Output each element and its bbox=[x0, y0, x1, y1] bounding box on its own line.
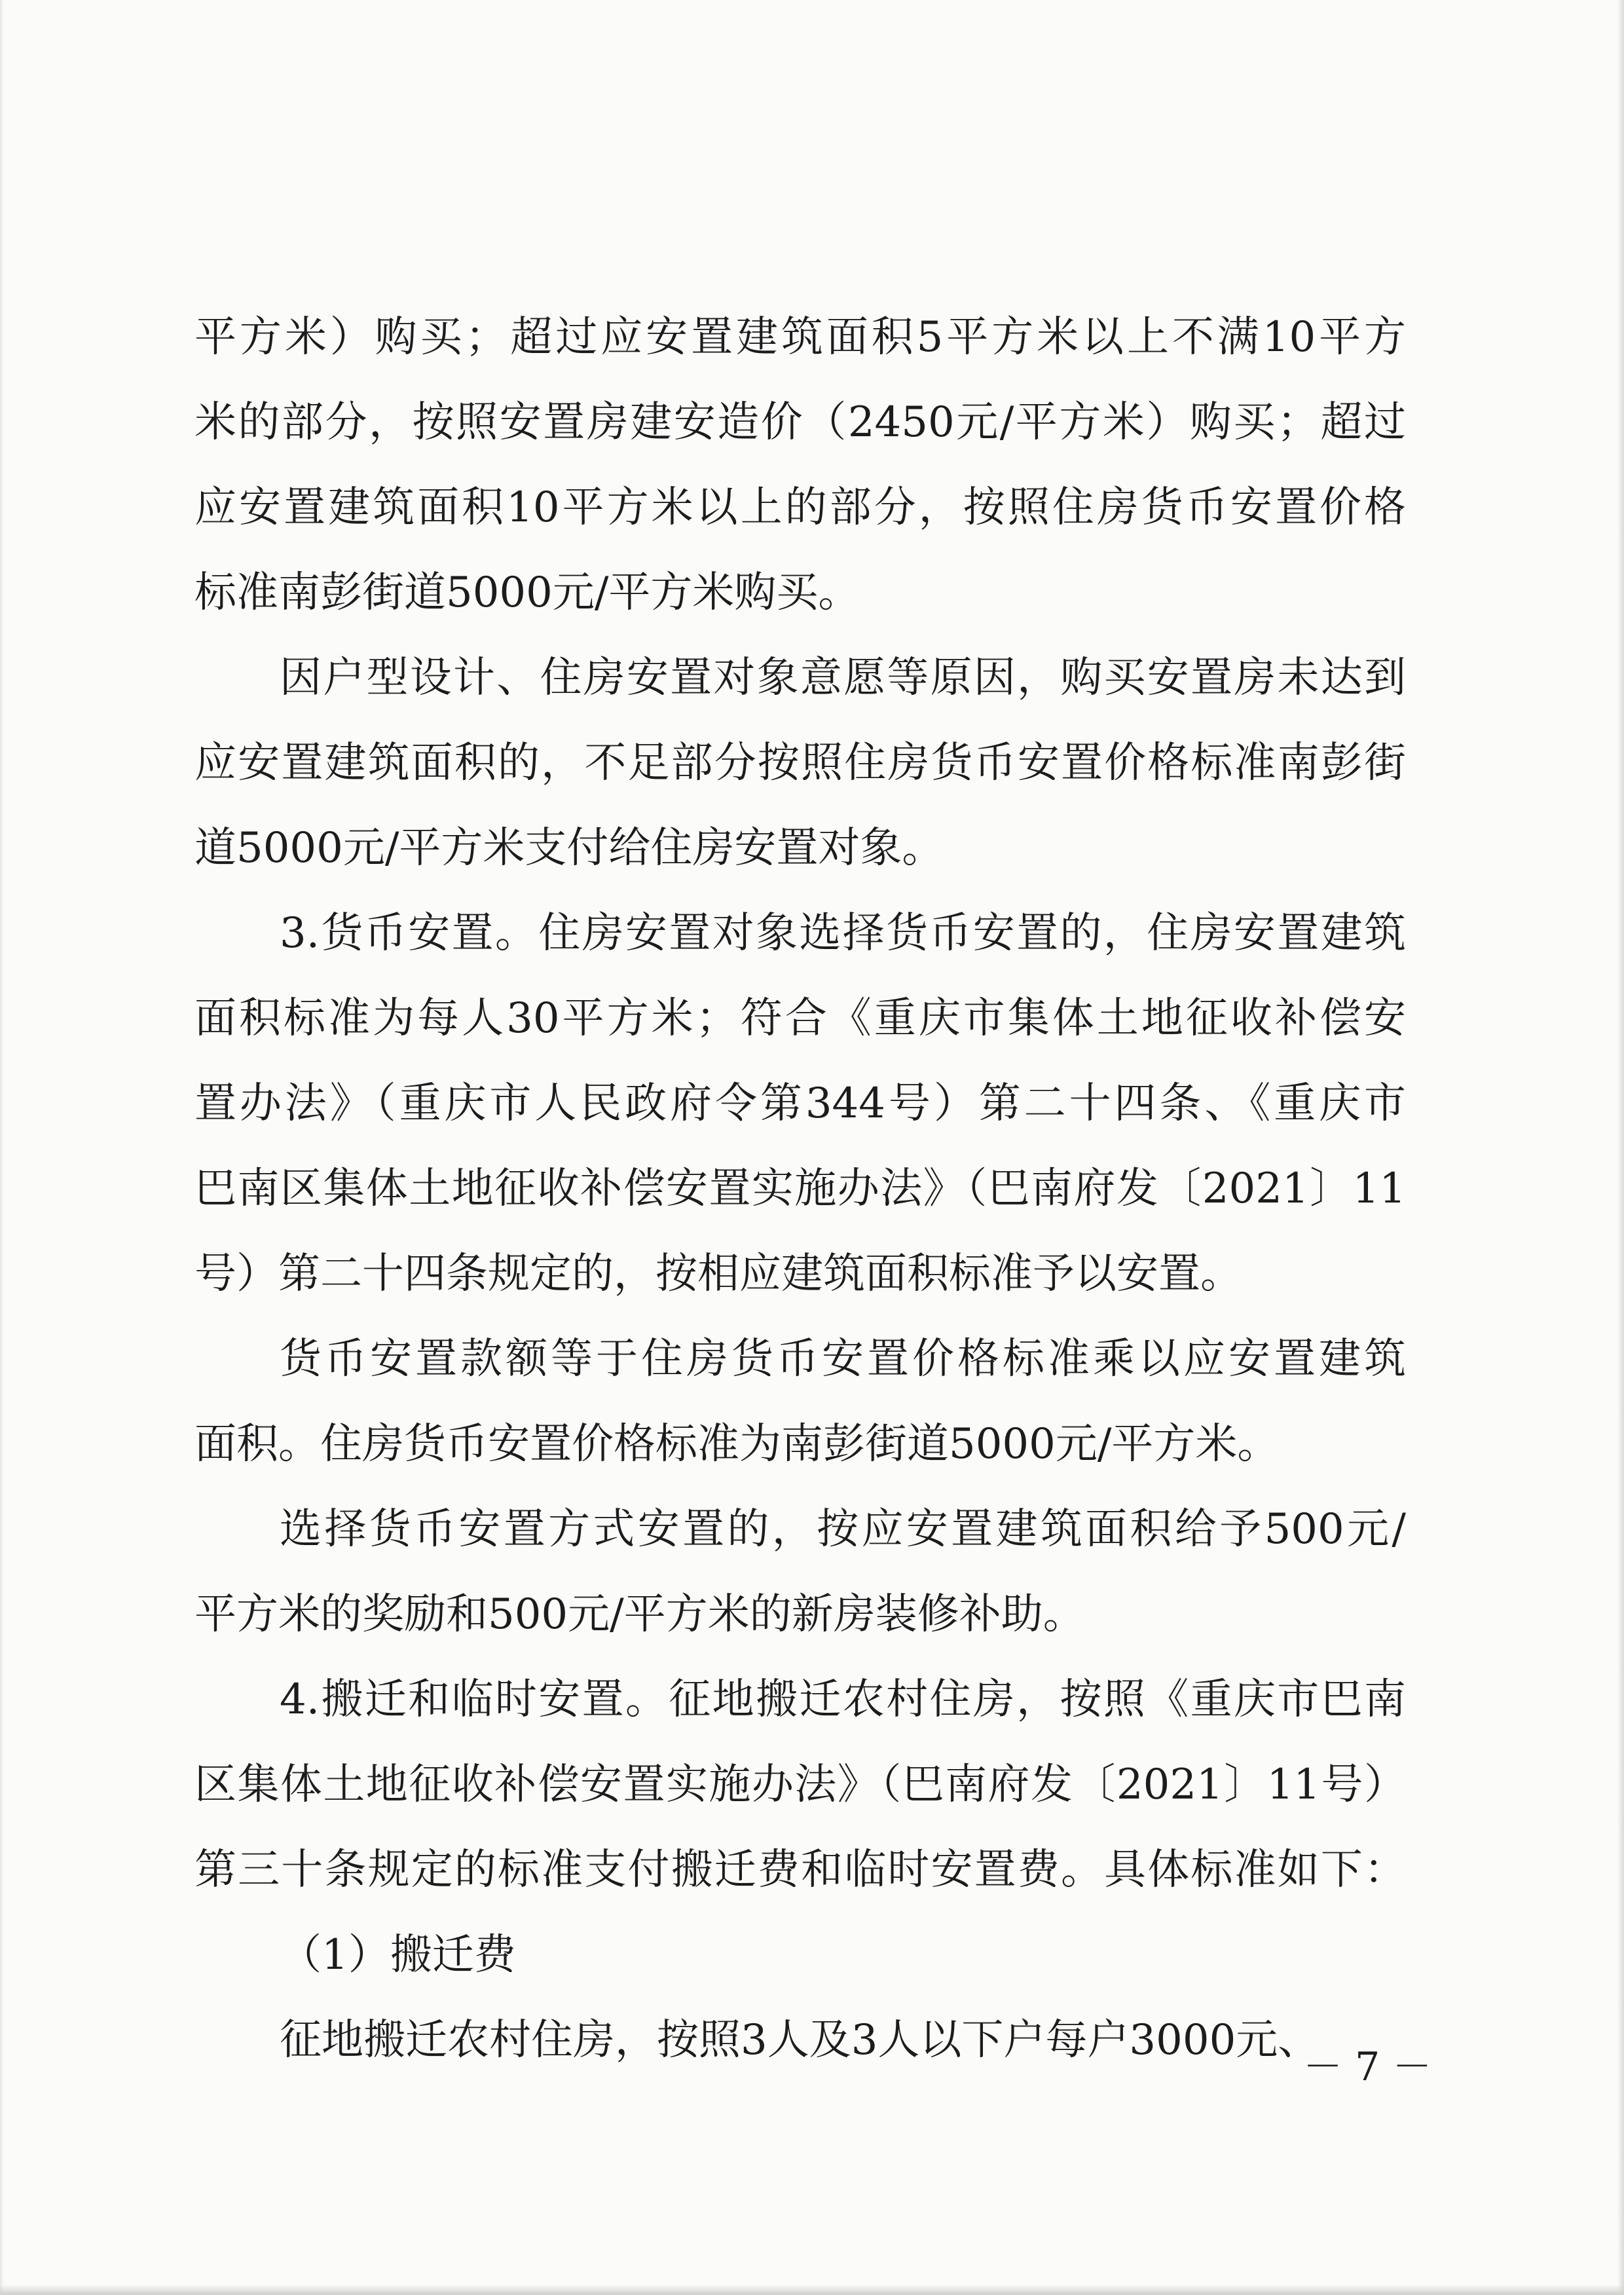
text-line: 区集体土地征收补偿安置实施办法》（巴南府发〔2021〕11号） bbox=[194, 1761, 1406, 1809]
text-line: 货币安置款额等于住房货币安置价格标准乘以应安置建筑 bbox=[280, 1335, 1406, 1383]
text-line: 3.货币安置。住房安置对象选择货币安置的，住房安置建筑 bbox=[280, 909, 1406, 958]
text-line: 巴南区集体土地征收补偿安置实施办法》（巴南府发〔2021〕11 bbox=[194, 1165, 1406, 1213]
text-line: 平方米）购买；超过应安置建筑面积5平方米以上不满10平方 bbox=[194, 313, 1406, 362]
body-text bbox=[194, 295, 1406, 2083]
text-line: 面积。住房货币安置价格标准为南彭街道5000元/平方米。 bbox=[194, 1420, 1280, 1468]
text-line: 置办法》（重庆市人民政府令第344号）第二十四条、《重庆市 bbox=[194, 1079, 1406, 1128]
text-line: 标准南彭街道5000元/平方米购买。 bbox=[194, 569, 860, 617]
page-number: － 7 － bbox=[1303, 2044, 1432, 2090]
text-line: 面积标准为每人30平方米；符合《重庆市集体土地征收补偿安 bbox=[194, 994, 1406, 1043]
text-line: 平方米的奖励和500元/平方米的新房装修补助。 bbox=[194, 1590, 1085, 1639]
scan-edge-right bbox=[1617, 0, 1624, 2295]
text-line: 选择货币安置方式安置的，按应安置建筑面积给予500元/ bbox=[280, 1505, 1406, 1554]
text-line: 征地搬迁农村住房，按照3人及3人以下户每户3000元、 bbox=[280, 2016, 1320, 2064]
scan-edge-bottom bbox=[0, 2285, 1624, 2295]
text-line: 4.搬迁和临时安置。征地搬迁农村住房，按照《重庆市巴南 bbox=[280, 1675, 1406, 1724]
text-line: 应安置建筑面积的，不足部分按照住房货币安置价格标准南彭街 bbox=[194, 739, 1406, 787]
text-line: 应安置建筑面积10平方米以上的部分，按照住房货币安置价格 bbox=[194, 483, 1406, 532]
text-line: 号）第二十四条规定的，按相应建筑面积标准予以安置。 bbox=[194, 1250, 1242, 1298]
text-line: 道5000元/平方米支付给住房安置对象。 bbox=[194, 824, 944, 872]
text-line: 因户型设计、住房安置对象意愿等原因，购买安置房未达到 bbox=[280, 654, 1406, 702]
text-line: 第三十条规定的标准支付搬迁费和临时安置费。具体标准如下： bbox=[194, 1846, 1406, 1894]
text-line: （1）搬迁费 bbox=[280, 1931, 516, 1979]
text-line: 米的部分，按照安置房建安造价（2450元/平方米）购买；超过 bbox=[194, 398, 1406, 447]
scan-edge-left bbox=[0, 0, 4, 2295]
